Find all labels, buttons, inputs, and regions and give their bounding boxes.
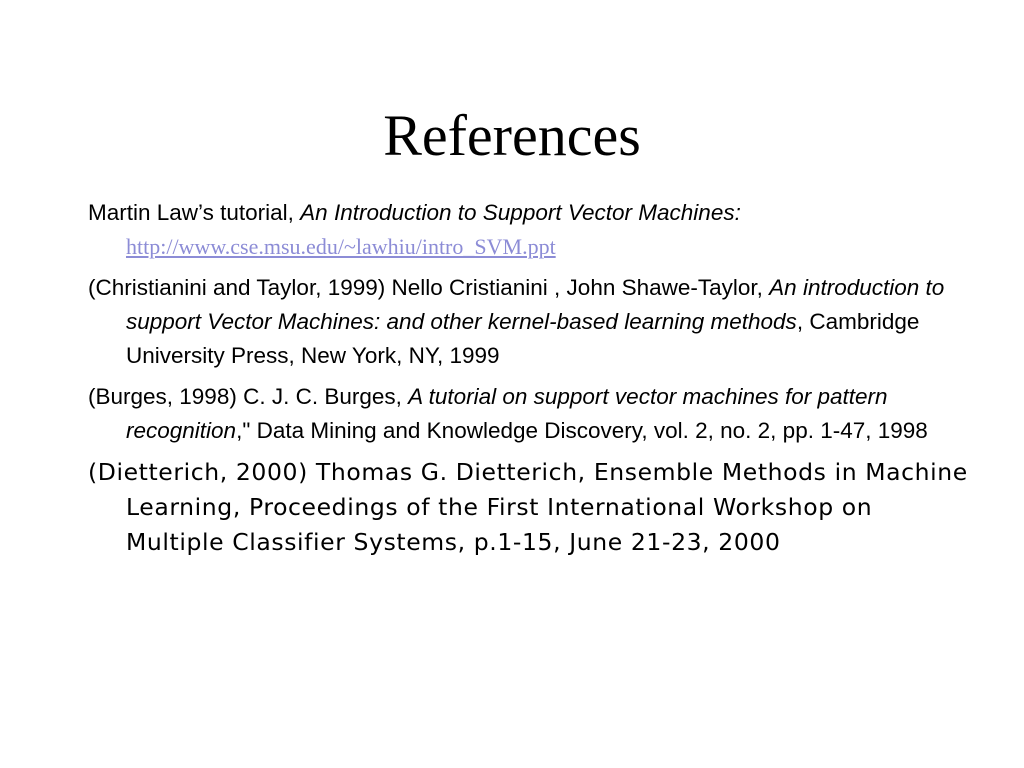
reference-title: A tutorial on support vector machines for pattern recognition xyxy=(126,384,888,443)
reference-title: An Introduction to Support Vector Machines: xyxy=(300,200,741,225)
reference-title: An introduction to support Vector Machines: and other kernel-based learning methods xyxy=(126,275,945,334)
reference-publisher: ," Data Mining and Knowledge Discovery, vol. 2, no. 2, pp. 1-47, 1998 xyxy=(236,418,928,443)
reference-publisher: , Cambridge University Press, New York, NY, 1999 xyxy=(126,309,920,368)
reference-item-dietterich: (Dietterich, 2000) Thomas G. Dietterich, Ensemble Methods in Machine Learning, Proceedings of the First International Workshop on Multiple Classifier Systems, p.1-15, June 21-23, 2000 xyxy=(88,458,968,556)
reference-link[interactable]: http://www.cse.msu.edu/~lawhiu/intro_SVM.ppt xyxy=(126,234,556,259)
reference-item-burges xyxy=(88,380,968,448)
reference-list xyxy=(88,196,968,567)
reference-author: (Burges, 1998) C. J. C. Burges, xyxy=(88,384,409,409)
page-title: References xyxy=(383,103,641,168)
reference-item-christianini xyxy=(88,271,968,373)
reference-author: (Christianini and Taylor, 1999) Nello Cristianini , John Shawe-Taylor, xyxy=(88,275,770,300)
reference-item-law xyxy=(88,196,968,264)
reference-author: Martin Law’s tutorial, xyxy=(88,200,301,225)
